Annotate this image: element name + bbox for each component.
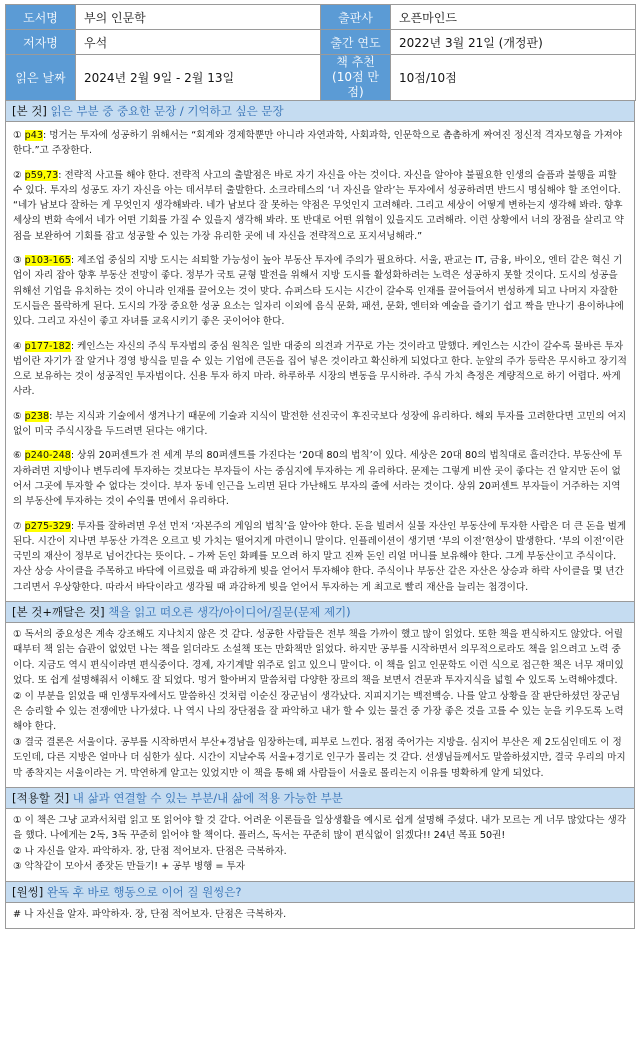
recommend-label-line1: 책 추천	[336, 55, 375, 69]
quotes-tag: [본 것]	[12, 104, 47, 118]
thought-item: ③ 결국 결론은 서울이다. 공부를 시작하면서 부산+경남을 임장하는데, 피부로 느낀다. 점점 죽어가는 지방을. 심지어 부산은 제 2도심인데도 이 정도인데, 다른 지방은 얼마나 더 심한가 싶다. 시간이 지날수록 서울+경기로 인구가 몰리는 것 같다. 선생님들께서도 말씀하셨지만, 결국 우리의 마지막 종착지는 서울이라는 거. 막연하게 알고는 있었지만 이 책을 통해 왜 사람들이 서울로 몰리는지 이유를 명확하게 알게 되었다.	[13, 736, 626, 779]
action-section-header	[5, 882, 635, 903]
publisher-value: 오픈마인드	[391, 5, 636, 30]
thoughts-desc: 책을 읽고 떠오른 생각/아이디어/질문(문제 제기)	[108, 605, 351, 620]
quote-item: ② p59,73: 전략적 사고를 해야 한다. 전략적 사고의 출발점은 바로 자기 자신을 아는 것이다. 자신을 알아야 불필요한 인생의 슬픔과 불행을 피할 수 있다. 투자의 성공도 자기 자신을 아는 데서부터 출발한다. 소크라테스의 ‘너 자신을 알라’는 투자에서 성공하려면 반드시 명심해야 할 조언이다. “네가 남보다 잘하는 게 무엇인지 생각해봐라. 네가 남보다 잘 못하는 약점은 무엇인지 고려해라. 그리고 세상이 어떻게 변하는지 생각해 봐라. 향후 세상의 변화 속에서 네가 어떤 기회를 가질 수 있을지 생각해 봐라. 또 반대로 어떤 위협이 있을지도 고려해라. 이런 상황에서 너의 장점을 살리고 약점을 보완하여 기회를 잡고 성공할 수 있는 가장 유리한 곳에 네 자신을 전략적으로 포지셔닝해라.”	[13, 169, 624, 242]
page-ref: p43	[24, 130, 43, 141]
page-ref: p59,73	[24, 169, 59, 181]
readdate-value: 2024년 2월 9일 - 2월 13일	[76, 55, 321, 101]
thoughts-section-body	[5, 623, 635, 788]
quotes-section-body	[5, 122, 635, 602]
quote-item: ③ p103-165: 제조업 중심의 지방 도시는 쇠퇴할 가능성이 높아 부동산 투자에 주의가 필요하다. 서울, 판교는 IT, 금융, 바이오, 엔터 같은 혁신 기업이 자리 잡아 향후 부동산 전망이 좋다. 정부가 국토 균형 발전을 위해서 지방 도시를 활성화하려는 노력은 성공하지 못할 것이다. 도시의 성공을 위해선 기업을 유치하는 것이 아니라 인재를 끌어오는 것이 맞다. 슈퍼스타 도시는 시간이 갈수록 인재를 끌어들여서 번성하게 되고 나머지 자잘한 도시들은 몰락하게 된다. 도시의 가장 중요한 성공 요소는 일자리 이외에 음식 문화, 패션, 문화, 엔터와 예술을 즐기기 쉽고 짝을 만나기 용이하냐에 있다. 그리고 자신이 좋고 자녀를 교육시키기 좋은 곳이어야 한다.	[13, 255, 624, 328]
page-ref: p240-248	[24, 450, 71, 462]
author-label: 저자명	[6, 30, 76, 55]
book-info-table	[5, 4, 636, 101]
recommend-value: 10점/10점	[391, 55, 636, 101]
pubyear-label: 출간 연도	[321, 30, 391, 55]
quote-item: ⑥ p240-248: 상위 20퍼센트가 전 세계 부의 80퍼센트를 가진다는 ‘20대 80의 법칙’이 있다. 세상은 20대 80의 법칙대로 흘러간다. 부동산에 투자하려면 지방이나 변두리에 투자하는 것보다는 부자들이 사는 중심지에 투자하는 게 유리하다. 문제는 그렇게 비싼 곳이 좋다는 건 알지만 돈이 없어서 그곳에 투자할 수 없다는 것이다. 부자 동네 인근을 노리면 된다 가난해도 부자의 줄에 서라는 것이다. 상위 20퍼센트 부자들이 거주하는 지역의 부동산에 투자하는 것이 수익률 면에서 유리하다.	[13, 450, 623, 508]
readdate-label: 읽은 날짜	[6, 55, 76, 101]
page-ref: p275-329	[24, 520, 71, 532]
quotes-section-header	[5, 101, 635, 122]
page-ref: p238	[24, 410, 50, 422]
book-review-page	[5, 4, 635, 929]
apply-item: ① 이 책은 그냥 교과서처럼 읽고 또 읽어야 할 것 같다. 어려운 이론들을 일상생활을 예시로 쉽게 설명해 주셨다. 내가 모르는 게 너무 많았다는 생각을 했다. 나에게는 2독, 3독 꾸준히 읽어야 할 책이다. 플러스, 독서는 꾸준히 많이 편식없이 읽겠다!! 24년 목표 50권!	[13, 815, 627, 842]
action-desc: 완독 후 바로 행동으로 이어 질 원씽은?	[46, 884, 242, 899]
author-value: 우석	[76, 30, 321, 55]
page-ref: p177-182	[24, 340, 71, 352]
thoughts-section-header	[5, 602, 635, 623]
apply-section-header	[5, 788, 635, 809]
book-title: 부의 인문학	[76, 5, 321, 30]
pubyear-value: 2022년 3월 21일 (개정판)	[391, 30, 636, 55]
publisher-label: 출판사	[321, 5, 391, 30]
recommend-label-line2: (10점 만점)	[332, 70, 379, 99]
quotes-desc: 읽은 부분 중 중요한 문장 / 기억하고 싶은 문장	[50, 104, 284, 118]
apply-item: ③ 악착같이 모아서 종잣돈 만들기! + 공부 병행 = 투자	[13, 861, 246, 873]
thought-item: ② 이 부분을 읽었을 때 인생투자에서도 말씀하신 것처럼 이순신 장군님이 생각났다. 지피지기는 백전백승. 나를 알고 상황을 잘 판단하셨던 장군님은 승리할 수 있는 전쟁에만 나가셨다. 나 역시 나의 장단점을 잘 파악하고 내가 할 수 있는 물건 중 가장 좋은 것을 고를 수 있는 눈을 키우도록 노력해야 한다.	[13, 690, 624, 733]
quote-item: ⑤ p238: 부는 지식과 기술에서 생겨나기 때문에 기술과 지식이 발전한 선진국이 후진국보다 성장에 유리하다. 해외 투자를 고려한다면 고민의 여지없이 미국 주식시장을 두드려면 된다는 얘기다.	[13, 410, 627, 438]
action-tag: [원씽]	[12, 884, 44, 899]
quote-item: ⑦ p275-329: 투자를 잘하려면 우선 먼저 ‘자본주의 게임의 법칙’을 알아야 한다. 돈을 빌려서 실물 자산인 부동산에 투자한 사람은 더 큰 돈을 벌게 된다. 시간이 지나면 부동산 가격은 오르고 빚 가치는 떨어지게 마련이니 말이다. 인플레이션이 생기면 ‘부의 이전’현상이 발생한다. ‘부의 이전’이란 국민의 재산이 정부로 넘어간다는 뜻이다. – 가짜 돈인 화폐를 모으려 하지 말고 진짜 돈인 리얼 머니를 보유해야 한다. 그게 부동산이고 주식이다. 자산 상승 사이클을 주목하고 바닥에 이르렀을 때 과감하게 빚을 얻어서 투자해야 한다. 주식이나 부동산 같은 자산은 상승과 하락 사이클을 몇 년간 그리면서 우상향한다. 따라서 바닥이라고 생각될 때 과감하게 빚을 얻어서 투자하는 게 최고로 빨리 재산을 늘리는 첩경이다.	[13, 520, 627, 593]
recommend-label	[321, 55, 391, 101]
quote-item: ① p43: 멍거는 투자에 성공하기 위해서는 “회계와 경제학뿐만 아니라 자연과학, 사회과학, 인문학으로 촘촘하게 짜여진 정신적 격자모형을 가져야 한다.”고 주장한다.	[13, 130, 622, 157]
page-ref: p103-165	[24, 255, 71, 267]
apply-desc: 내 삶과 연결할 수 있는 부분/내 삶에 적용 가능한 부분	[72, 791, 343, 806]
thought-item: ① 독서의 중요성은 계속 강조해도 지나치지 않은 것 같다. 성공한 사람들은 전부 책을 가까이 했고 많이 읽었다. 또한 책을 편식하지도 않았다. 어릴 때부터 책 읽는 습관이 없었던 나는 책을 읽더라도 소설책 또는 만화책만 읽었다. 하지만 공부를 시작하면서 의무적으로라도 책을 읽으려고 노력 중이다. 지금도 역시 편식이라면 편식중이다. 경제, 자기계발 위주로 읽고 있으니 말이다. 이 책을 읽고 인문학도 이런 식으로 접근한 책은 너무 재미있었다. 또 쉽게 설명해줘서 이해도 잘 되었다. 멍거 할아버지 말씀처럼 다양한 장르의 책을 보면서 견문과 투자지식을 넓힐 수 있도록 노력해야겠다.	[13, 629, 624, 687]
thoughts-tag: [본 것+깨달은 것]	[12, 605, 105, 620]
quote-item: ④ p177-182: 케인스는 자신의 주식 투자법의 중심 원칙은 일반 대중의 의견과 거꾸로 가는 것이라고 말했다. 케인스는 시간이 갈수록 물바른 투자법이란 자기가 잘 알거나 경영 방식을 믿을 수 있는 기업에 큰돈을 집어 넣은 것이라고 확신하게 되었다고 한다. 눈앞의 주가 등락은 무시하고 장기적으로 보유하는 것이 성공적인 투자법이다. 신용 투자 하지 마라. 하루하루 시장의 변동을 무시하라. 주식 가치 측정은 계량적으로 하기 어렵다. 싸게 사라.	[13, 340, 627, 398]
apply-tag: [적용할 것]	[12, 791, 70, 806]
title-label: 도서명	[6, 5, 76, 30]
action-section-body	[5, 903, 635, 929]
apply-item: ② 나 자신을 알자. 파악하자. 장, 단점 적어보자. 단점은 극복하자.	[13, 845, 287, 857]
action-item: # 나 자신을 알자. 파악하자. 장, 단점 적어보자. 단점은 극복하자.	[13, 908, 287, 920]
apply-section-body	[5, 809, 635, 882]
